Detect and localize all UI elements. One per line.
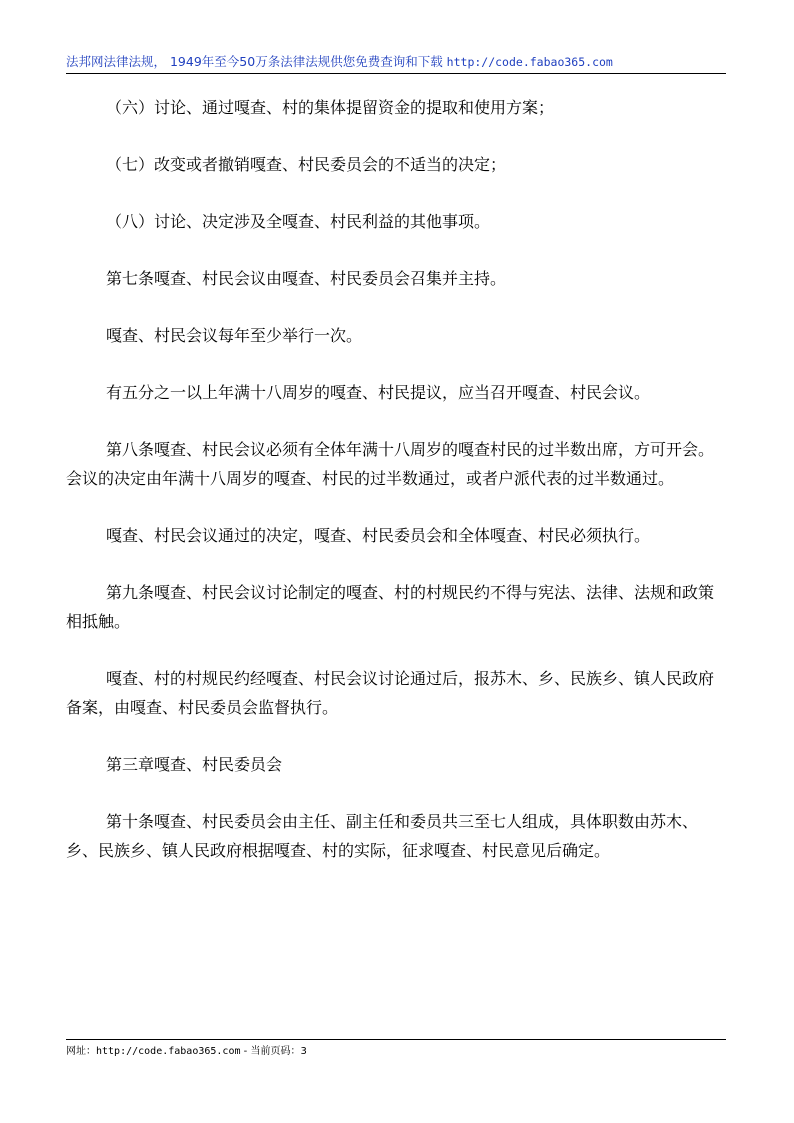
footer-divider [66, 1039, 726, 1040]
paragraph-item-6: （六）讨论、通过嘎查、村的集体提留资金的提取和使用方案； [106, 98, 555, 117]
paragraph-meeting-frequency: 嘎查、村民会议每年至少举行一次。 [106, 326, 363, 345]
header-site-link[interactable]: http://code.fabao365.com [446, 55, 613, 69]
header-site-text: 法邦网法律法规， 1949年至今50万条法律法规供您免费查询和下载 [66, 54, 447, 69]
footer-page-number: - 当前页码：3 [240, 1046, 307, 1057]
paragraph-article-10: 第十条嘎查、村民委员会由主任、副主任和委员共三至七人组成，具体职数由苏木、乡、民族乡、镇人民政府根据嘎查、村的实际，征求嘎查、村民意见后确定。 [66, 812, 699, 860]
paragraph-article-8: 第八条嘎查、村民会议必须有全体年满十八周岁的嘎查村民的过半数出席，方可开会。会议的决定由年满十八周岁的嘎查、村民的过半数通过，或者户派代表的过半数通过。 [66, 440, 715, 488]
paragraph-article-9: 第九条嘎查、村民会议讨论制定的嘎查、村的村规民约不得与宪法、法律、法规和政策相抵触。 [66, 583, 715, 631]
footer-label: 网址： [66, 1046, 96, 1057]
paragraph-village-rules: 嘎查、村的村规民约经嘎查、村民会议讨论通过后，报苏木、乡、民族乡、镇人民政府备案，由嘎查、村民委员会监督执行。 [66, 669, 715, 717]
paragraph-meeting-proposal: 有五分之一以上年满十八周岁的嘎查、村民提议，应当召开嘎查、村民会议。 [106, 383, 651, 402]
chapter-heading: 第三章嘎查、村民委员会 [106, 755, 283, 774]
page-header [66, 54, 726, 70]
header-divider [66, 73, 726, 74]
paragraph-item-7: （七）改变或者撤销嘎查、村民委员会的不适当的决定； [106, 155, 507, 174]
paragraph-item-8: （八）讨论、决定涉及全嘎查、村民利益的其他事项。 [106, 212, 491, 231]
document-body [66, 93, 726, 893]
footer-site-link[interactable]: http://code.fabao365.com [96, 1046, 241, 1057]
paragraph-article-7: 第七条嘎查、村民会议由嘎查、村民委员会召集并主持。 [106, 269, 507, 288]
paragraph-decision-execution: 嘎查、村民会议通过的决定，嘎查、村民委员会和全体嘎查、村民必须执行。 [106, 526, 651, 545]
page-footer [66, 1045, 307, 1058]
